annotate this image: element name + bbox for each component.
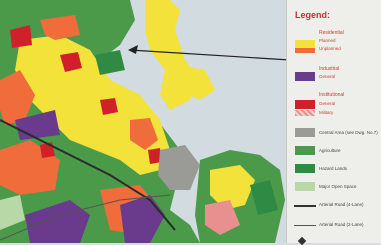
legend-agriculture: Agriculture [319,148,341,153]
legend-major-open-space: Major Open Space [319,184,357,189]
swatch-arterial-4-lane [294,205,316,207]
swatch-institutional-general [295,100,315,109]
legend-institutional-general: General [319,101,336,106]
map-legend [286,0,381,243]
legend-arterial-2-lane: Arterial Road (2-Lane) [319,222,364,227]
legend-central-area: Central Area (see Dwg. No.7) [319,130,378,135]
legend-residential-unplanned: Unplanned [319,46,341,51]
legend-residential-heading: Residential [319,30,344,36]
swatch-residential-unplanned [295,48,315,53]
swatch-central-area [295,128,315,137]
legend-hazard-lands: Hazard Lands [319,166,348,171]
legend-title: Legend: [295,10,330,20]
swatch-industrial [295,72,315,81]
legend-industrial-general: General [319,74,336,79]
swatch-agriculture [295,146,315,155]
legend-marker-symbol [298,237,306,245]
legend-residential-planned: Planned [319,38,336,43]
swatch-hazard-lands [295,164,315,173]
legend-arterial-4-lane: Arterial Road (4-Lane) [319,202,364,207]
swatch-major-open-space [295,182,315,191]
swatch-institutional-military [295,110,315,116]
legend-industrial-heading: Industrial [319,66,340,72]
institutional-2 [100,98,118,115]
legend-institutional-heading: Institutional [319,92,345,98]
legend-institutional-military: Military [319,110,334,115]
swatch-arterial-2-lane [294,225,316,226]
